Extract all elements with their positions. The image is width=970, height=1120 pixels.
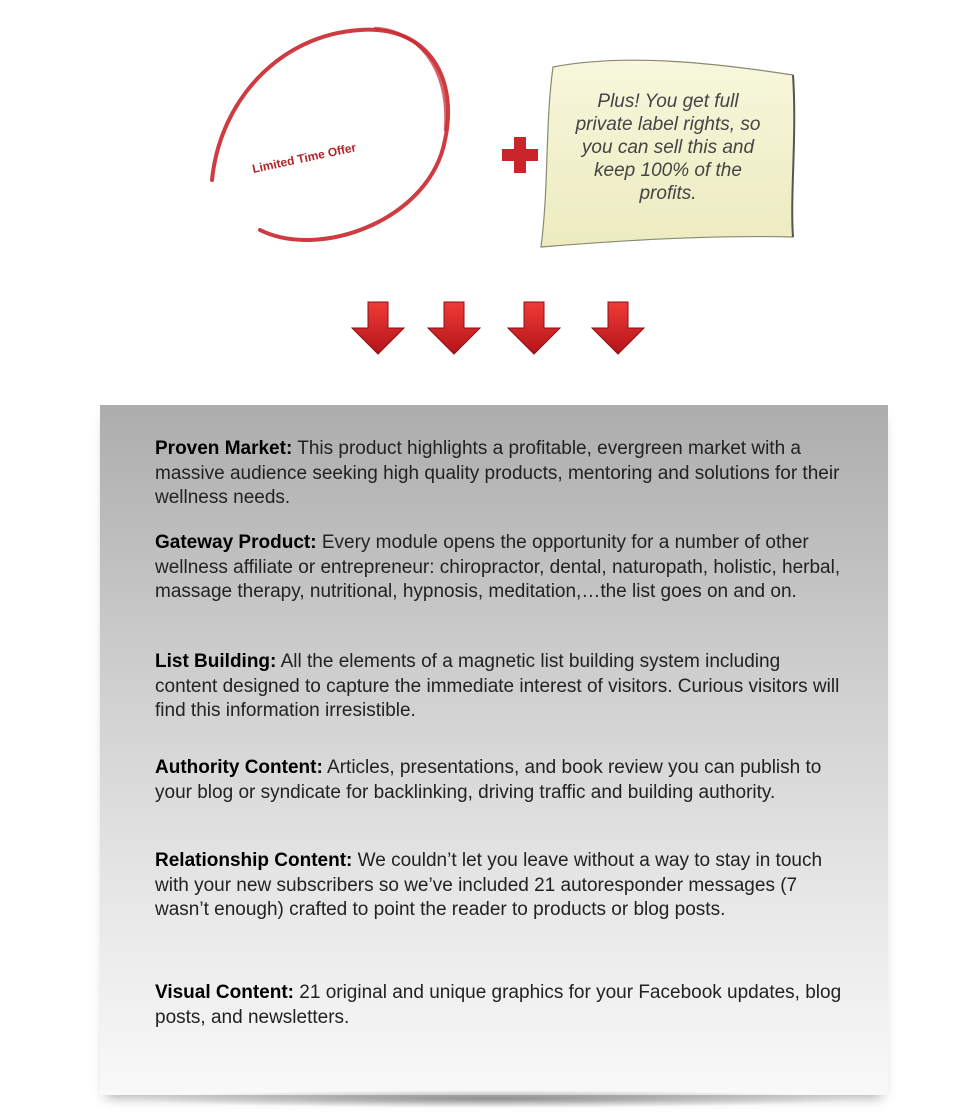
feature-item bbox=[155, 437, 845, 511]
rights-note bbox=[535, 45, 800, 255]
limited-offer-badge bbox=[200, 20, 460, 250]
arrow-down-icon bbox=[504, 300, 564, 358]
rights-note-text: Plus! You get full private label rights, so you can sell this and keep 100% of the profits. bbox=[575, 91, 761, 204]
feature-item bbox=[155, 531, 845, 605]
arrow-down-icon bbox=[588, 300, 648, 358]
feature-title: List Building: bbox=[155, 651, 277, 672]
feature-title: Gateway Product: bbox=[155, 532, 317, 553]
feature-text: This product highlights a profitable, evergreen market with a massive audience seeking high quality products, mentoring and solutions for their wellness needs. bbox=[155, 438, 840, 508]
feature-item bbox=[155, 756, 845, 805]
feature-text: Every module opens the opportunity for a number of other wellness affiliate or entrepreneur: chiropractor, dental, naturopath, holistic, herbal, massage therapy, nutritional, hypnosis, meditation,…the list goes on and on. bbox=[155, 532, 841, 602]
feature-title: Relationship Content: bbox=[155, 850, 353, 871]
panel-shadow bbox=[130, 1090, 860, 1108]
feature-title: Proven Market: bbox=[155, 438, 293, 459]
feature-text: Articles, presentations, and book review you can publish to your blog or syndicate for backlinking, driving traffic and building authority. bbox=[155, 757, 822, 803]
feature-title: Authority Content: bbox=[155, 757, 323, 778]
feature-item bbox=[155, 650, 845, 724]
feature-item bbox=[155, 981, 845, 1030]
feature-item bbox=[155, 849, 845, 923]
arrow-down-icon bbox=[348, 300, 408, 358]
plus-icon bbox=[500, 135, 540, 175]
badge-label: Limited Time Offer bbox=[250, 140, 358, 176]
feature-text: All the elements of a magnetic list building system including content designed to capture the immediate interest of visitors. Curious visitors will find this information irresistible. bbox=[155, 651, 840, 721]
features-panel bbox=[100, 405, 888, 1095]
arrow-down-icon bbox=[424, 300, 484, 358]
feature-text: We couldn’t let you leave without a way to stay in touch with your new subscribers so we’ve included 21 autoresponder messages (7 wasn’t enough) crafted to point the reader to products or blog posts. bbox=[155, 850, 823, 920]
down-arrows bbox=[340, 300, 660, 360]
feature-title: Visual Content: bbox=[155, 982, 294, 1003]
feature-text: 21 original and unique graphics for your Facebook updates, blog posts, and newsletters. bbox=[155, 982, 842, 1028]
circle-scribble bbox=[200, 20, 460, 250]
